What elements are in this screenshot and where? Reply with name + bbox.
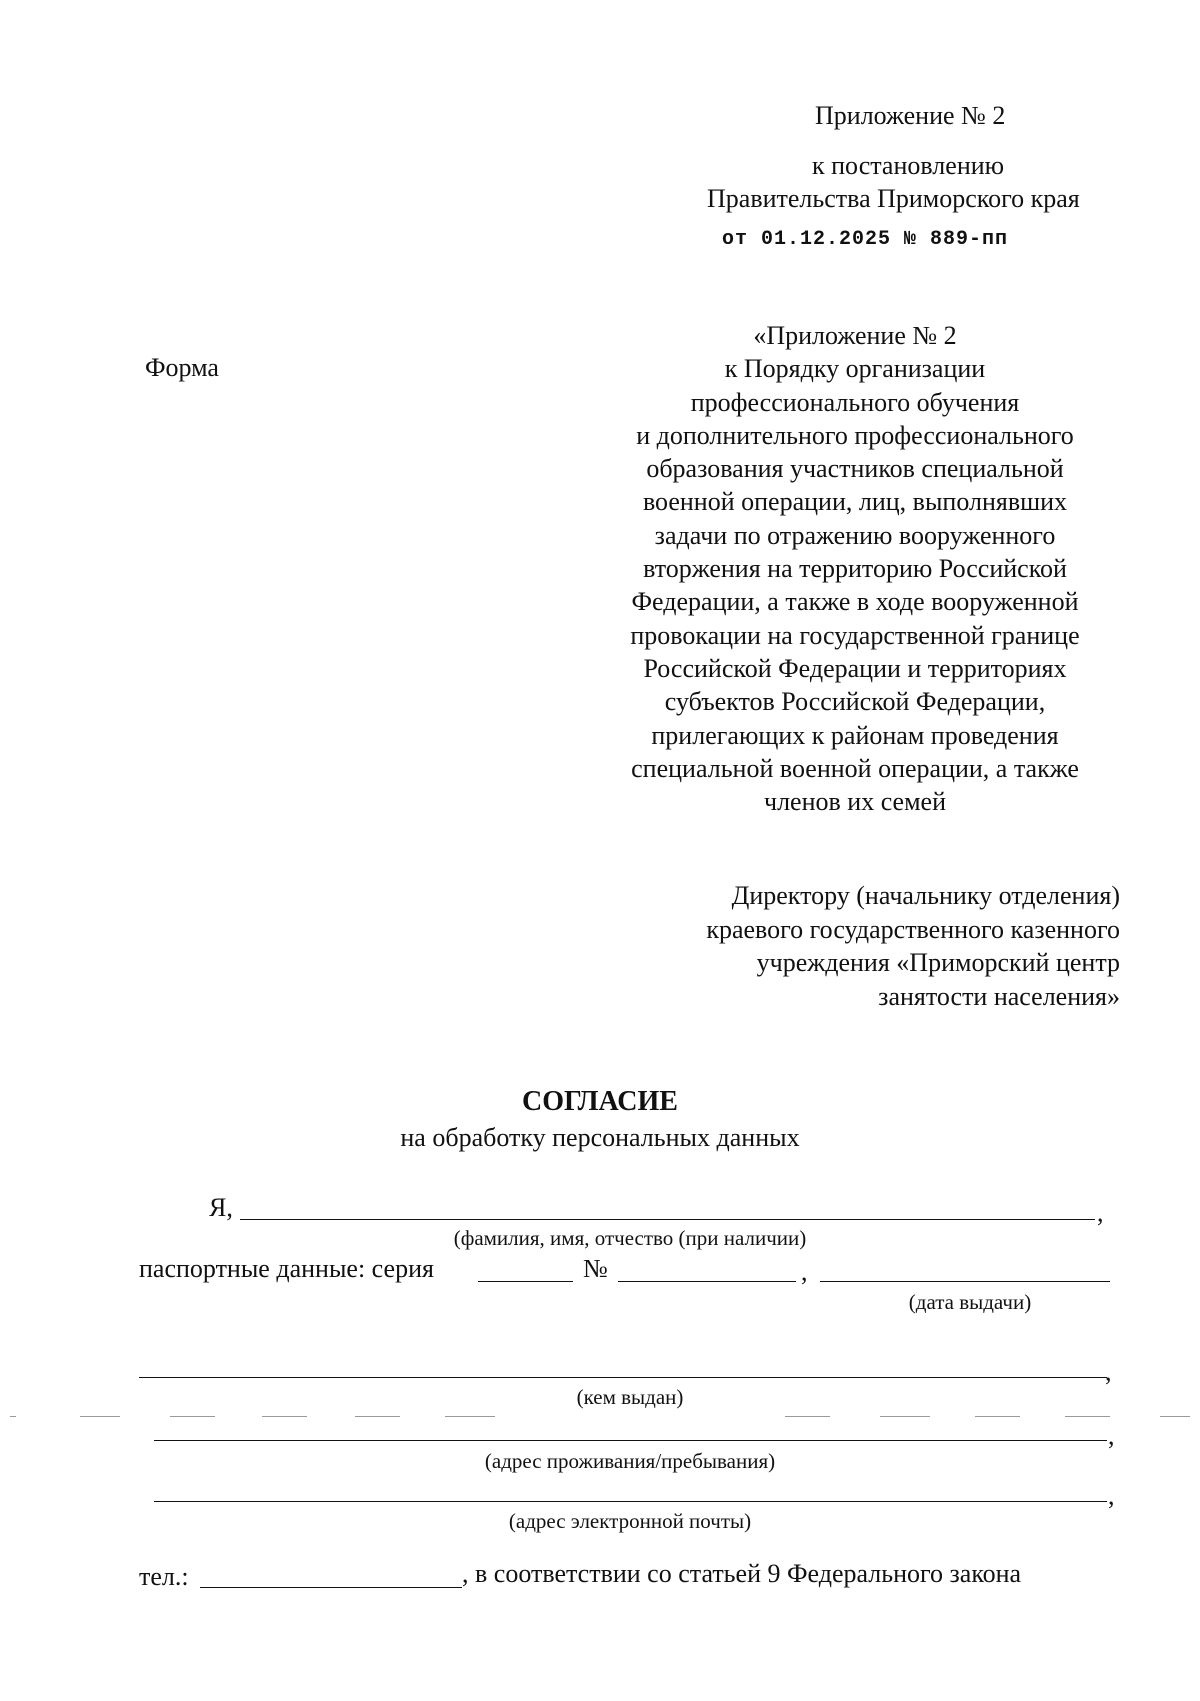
number-sign: № [583,1254,608,1283]
inner-appendix-line: к Порядку организации [724,354,986,384]
comma: , [1108,1481,1115,1510]
phone-label: тел.: [139,1562,189,1591]
inner-appendix-line: субъектов Российской Федерации, [664,687,1046,717]
issue-date-field[interactable] [820,1281,1110,1282]
inner-appendix-line: членов их семей [764,787,946,817]
legal-reference-text: , в соответствии со статьей 9 Федерального закона [462,1559,1022,1588]
comma: , [1108,1421,1115,1450]
inner-appendix-line: военной операции, лиц, выполнявших [642,487,1068,517]
inner-appendix-line: «Приложение № 2 [753,321,957,350]
comma: , [1105,1357,1112,1386]
inner-appendix-line: провокации на государственной границе [630,620,1080,650]
issue-date-caption: (дата выдачи) [908,1290,1032,1314]
form-label: Форма [145,353,219,382]
addressee-line: занятости населения» [878,981,1120,1011]
passport-number-field[interactable] [618,1281,796,1282]
inner-appendix-line: специальной военной операции, а также [631,753,1079,783]
email-caption: (адрес электронной почты) [508,1509,752,1533]
full-name-field[interactable] [240,1219,1095,1220]
issued-by-field[interactable] [139,1377,1107,1378]
inner-appendix-line: вторжения на территорию Российской [643,554,1067,584]
document-title: СОГЛАСИЕ [522,1086,678,1117]
addressee [560,879,1120,1013]
header-to-resolution: к постановлению [812,151,1005,180]
header-resolution-ref: от 01.12.2025 № 889-пп [722,228,1009,251]
header-government: Правительства Приморского края [707,184,1080,213]
inner-appendix-line: Федерации, а также в ходе вооруженной [631,587,1079,617]
inner-appendix-line: образования участников специальной [646,454,1064,484]
addressee-line: краевого государственного казенного [706,914,1120,944]
issued-by-caption: (кем выдан) [520,1385,740,1409]
addressee-line: Директору (начальнику отделения) [731,881,1120,910]
inner-appendix-line: Российской Федерации и территориях [643,653,1067,683]
comma: , [801,1257,808,1286]
email-field[interactable] [154,1501,1107,1502]
inner-appendix-line: прилегающих к районам проведения [651,720,1059,750]
inner-appendix-line: задачи по отражению вооруженного [654,520,1056,550]
passport-label: паспортные данные: серия [139,1254,434,1283]
address-field[interactable] [154,1440,1107,1441]
i-label: Я, [209,1193,233,1222]
inner-appendix-line: и дополнительного профессионального [636,420,1074,450]
name-caption: (фамилия, имя, отчество (при наличии) [453,1226,807,1250]
header-appendix: Приложение № 2 [815,101,1006,130]
inner-appendix-line: профессионального обучения [690,387,1020,417]
addressee-line: учреждения «Приморский центр [756,948,1120,978]
address-caption: (адрес проживания/пребывания) [484,1449,776,1473]
inner-appendix [590,319,1120,818]
passport-series-field[interactable] [478,1281,573,1282]
phone-field[interactable] [200,1587,462,1588]
document-subtitle: на обработку персональных данных [400,1123,800,1152]
comma: , [1097,1198,1104,1227]
